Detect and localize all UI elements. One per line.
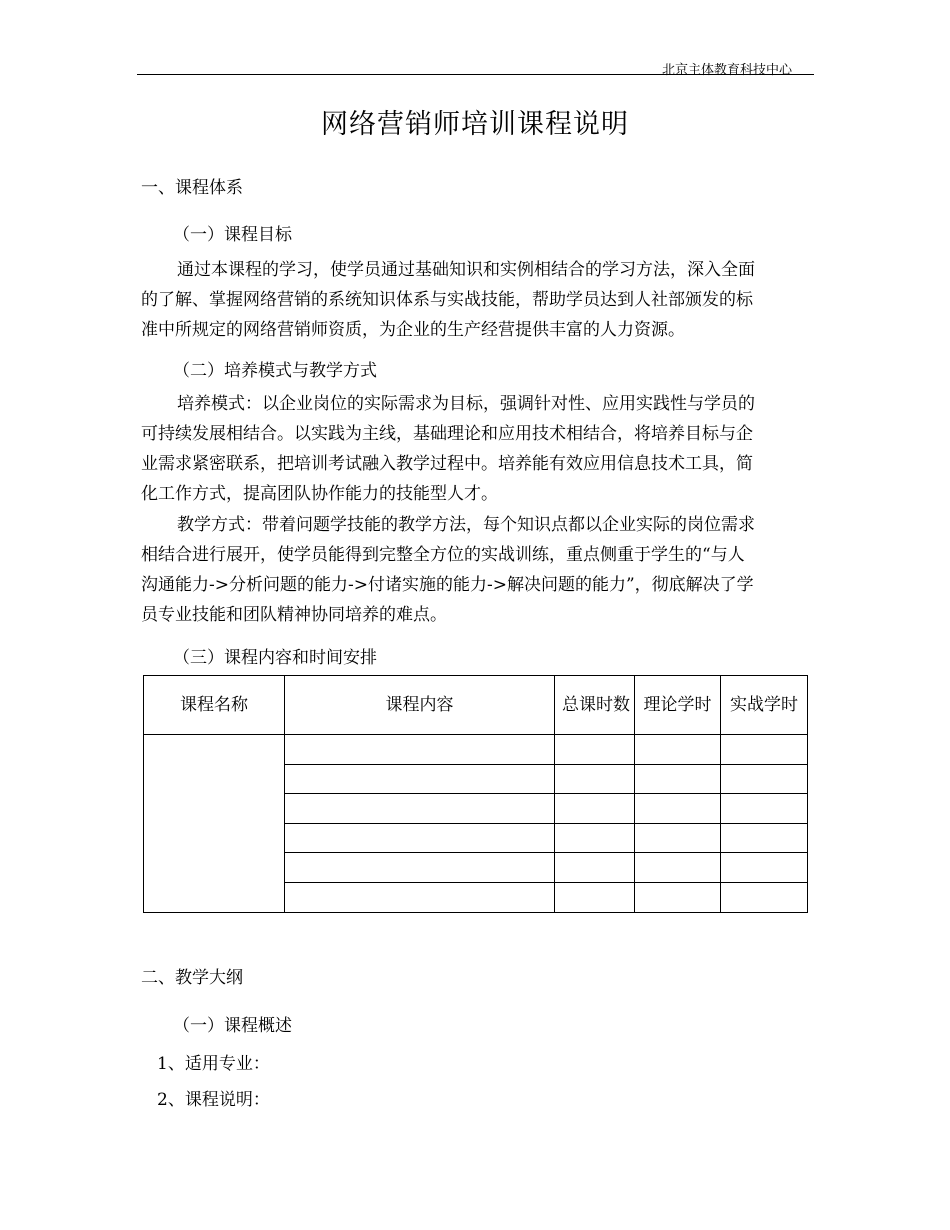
paragraph-line: 通过本课程的学习，使学员通过基础知识和实例相结合的学习方法，深入全面 xyxy=(177,260,755,280)
subsection-mode-heading: （二）培养模式与教学方式 xyxy=(173,361,377,381)
table-cell xyxy=(285,764,555,794)
paragraph-line: 相结合进行展开，使学员能得到完整全方位的实战训练，重点侧重于学生的“与人 xyxy=(141,545,745,565)
goals-paragraph xyxy=(141,255,813,345)
table-header-row xyxy=(144,676,808,735)
table-cell xyxy=(285,823,555,853)
table-cell xyxy=(635,735,721,765)
list-item-applicable-major: 1、适用专业： xyxy=(157,1054,270,1074)
table-cell xyxy=(555,853,635,883)
table-cell xyxy=(555,823,635,853)
table-cell xyxy=(721,764,808,794)
table-cell xyxy=(721,794,808,824)
paragraph-line: 化工作方式，提高团队协作能力的技能型人才。 xyxy=(141,484,498,504)
table-cell xyxy=(555,882,635,912)
table-cell xyxy=(555,764,635,794)
teaching-method-paragraph xyxy=(141,510,813,630)
course-schedule-table xyxy=(143,675,808,913)
paragraph-line: 教学方式：带着问题学技能的教学方法，每个知识点都以企业实际的岗位需求 xyxy=(177,515,755,535)
table-cell xyxy=(555,794,635,824)
section-1-heading: 一、课程体系 xyxy=(141,178,243,198)
table-cell xyxy=(635,823,721,853)
paragraph-line: 的了解、掌握网络营销的系统知识体系与实战技能，帮助学员达到人社部颁发的标 xyxy=(141,290,753,310)
table-cell xyxy=(285,735,555,765)
column-header-practice-hours: 实战学时 xyxy=(721,676,808,735)
list-item-course-description: 2、课程说明： xyxy=(157,1090,270,1110)
table-cell xyxy=(285,794,555,824)
training-mode-paragraph xyxy=(141,389,813,509)
table-cell xyxy=(555,735,635,765)
paragraph-line: 业需求紧密联系，把培训考试融入教学过程中。培养能有效应用信息技术工具，简 xyxy=(141,454,753,474)
table-cell xyxy=(635,764,721,794)
subsection-goals-heading: （一）课程目标 xyxy=(173,225,292,245)
table-cell xyxy=(635,853,721,883)
document-title: 网络营销师培训课程说明 xyxy=(321,109,629,140)
paragraph-line: 培养模式：以企业岗位的实际需求为目标，强调针对性、应用实践性与学员的 xyxy=(177,394,755,414)
paragraph-line: 沟通能力->分析问题的能力->付诸实施的能力->解决问题的能力”，彻底解决了学 xyxy=(141,575,754,595)
table-cell xyxy=(285,882,555,912)
header-organization: 北京主体教育科技中心 xyxy=(662,63,793,78)
paragraph-line: 准中所规定的网络营销师资质，为企业的生产经营提供丰富的人力资源。 xyxy=(141,320,685,340)
column-header-total-hours: 总课时数 xyxy=(555,676,635,735)
column-header-course-name: 课程名称 xyxy=(144,676,285,735)
column-header-course-content: 课程内容 xyxy=(285,676,555,735)
table-cell xyxy=(721,735,808,765)
column-header-theory-hours: 理论学时 xyxy=(635,676,721,735)
subsection-schedule-heading: （三）课程内容和时间安排 xyxy=(173,648,377,668)
paragraph-line: 可持续发展相结合。以实践为主线，基础理论和应用技术相结合，将培养目标与企 xyxy=(141,424,753,444)
table-cell xyxy=(721,882,808,912)
section-2-heading: 二、教学大纲 xyxy=(141,968,243,988)
table-cell xyxy=(635,882,721,912)
subsection-overview-heading: （一）课程概述 xyxy=(173,1016,292,1036)
table-row xyxy=(144,735,808,765)
table-cell xyxy=(635,794,721,824)
table-cell xyxy=(721,823,808,853)
header-rule xyxy=(137,74,814,75)
table-cell xyxy=(721,853,808,883)
paragraph-line: 员专业技能和团队精神协同培养的难点。 xyxy=(141,605,447,625)
table-cell xyxy=(285,853,555,883)
course-name-cell xyxy=(144,735,285,913)
